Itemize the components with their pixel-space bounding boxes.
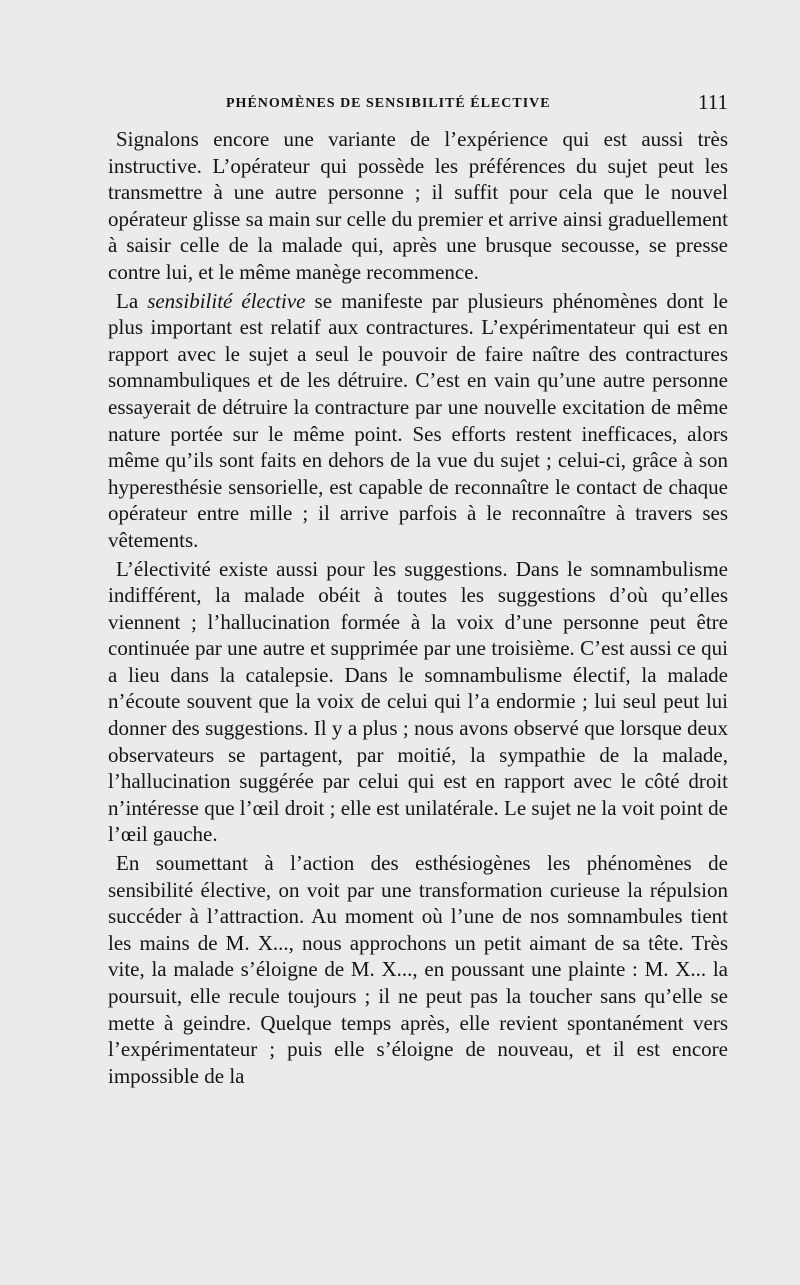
paragraph-4: [108, 850, 728, 1089]
paragraph-1: [108, 126, 728, 286]
page-header: [108, 92, 728, 122]
page-number: 111: [698, 90, 728, 114]
paragraph-2: [108, 288, 728, 554]
paragraph-4-text: En soumettant à l’action des esthésiogènes les phénomènes de sensibilité élective, on voit par une transformation curieuse la répulsion succéder à l’attraction. Au moment où l’une de nos somnambules tient les mains de M. X..., nous approchons un petit aimant de sa tête. Très vite, la malade s’éloigne de M. X..., en poussant une plainte : M. X... la poursuit, elle recule toujours ; il ne peut pas la toucher sans qu’elle se mette à geindre. Quelque temps après, elle revient spontanément vers l’expérimentateur ; puis elle s’éloigne de nouveau, et il est encore impossible de la: [108, 851, 728, 1088]
paragraph-3-text: L’électivité existe aussi pour les suggestions. Dans le somnambulisme indifférent, la malade obéit à toutes les suggestions d’où qu’elles viennent ; l’hallucination formée à la voix d’une personne peut être continuée par une autre et supprimée par une troisième. C’est aussi ce qui a lieu dans la catalepsie. Dans le somnambulisme électif, la malade n’écoute souvent que la voix de celui qui l’a endormie ; lui seul peut lui donner des suggestions. Il y a plus ; nous avons observé que lorsque deux observateurs se partagent, par moitié, la sympathie de la malade, l’hallucination suggérée par celui qui est en rapport avec le côté droit n’intéresse que l’œil droit ; elle est unilatérale. Le sujet ne la voit point de l’œil gauche.: [108, 556, 728, 847]
paragraph-2-text: se manifeste par plusieurs phénomènes dont le plus important est relatif aux contractures. L’expérimentateur qui est en rapport avec le sujet a seul le pouvoir de faire naître des contractures somnambuliques et de les détruire. C’est en vain qu’une autre personne essayerait de détruire la contracture par une nouvelle excitation de même nature portée sur le même point. Ses efforts restent inefficaces, alors même qu’ils sont faits en dehors de la vue du sujet ; celui-ci, grâce à son hyperesthésie sensorielle, est capable de reconnaître le contact de chaque opérateur entre mille ; il arrive parfois à le reconnaître à travers ses vêtements.: [108, 288, 728, 552]
paragraph-1-text: Signalons encore une variante de l’expérience qui est aussi très instructive. L’opérateur qui possède les préférences du sujet peut les transmettre à une autre personne ; il suffit pour cela que le nouvel opérateur glisse sa main sur celle du premier et arrive ainsi graduellement à saisir celle de la malade qui, après une brusque secousse, se presse contre lui, et le même manège recommence.: [108, 127, 728, 284]
paragraph-2-emphasis: sensibilité élective: [147, 288, 306, 313]
body-text: [108, 126, 728, 1089]
paragraph-2-lead: La: [116, 288, 148, 313]
running-head: PHÉNOMÈNES DE SENSIBILITÉ ÉLECTIVE: [226, 96, 551, 111]
paragraph-3: [108, 556, 728, 849]
